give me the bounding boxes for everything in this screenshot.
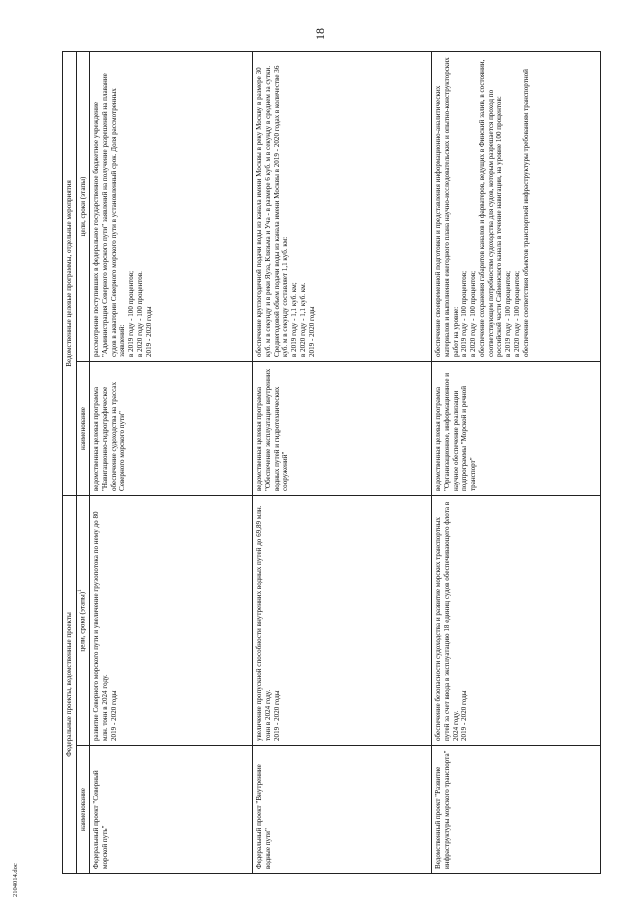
project-goals: обеспечение безопасности судоходства и развитие морских транспортных путей за счет ввода в эксплуатацию 18 единиц судов обеспечивающего флота в 2024 году. 2019 - 2020 годы — [432, 496, 601, 746]
header-note-mark: 1 — [78, 589, 84, 592]
header-program-goals-col: цели, сроки (этапы) — [77, 51, 90, 361]
document-file-name: 2104014.doc — [12, 863, 19, 897]
program-name: ведомственная целевая программа "Организационное, информационное и научное обеспечение реализации подпрограммы "Морской и речной транспорт" — [432, 362, 601, 496]
project-name: Федеральный проект "Северный морской путь" — [90, 746, 253, 874]
table-row — [432, 51, 601, 873]
programs-table — [62, 51, 601, 874]
project-name: Ведомственный проект "Развитие инфраструктуры морского транспорта" — [432, 746, 601, 874]
project-name: Федеральный проект "Внутренние водные пути" — [253, 746, 432, 874]
program-name: ведомственная целевая программа "Навигационно-гидрографическое обеспечение судоходства на трассах Северного морского пути" — [90, 362, 253, 496]
project-goals: увеличение пропускной способности внутренних водных путей до 69,89 млн. тонн в 2024 году. 2019 - 2020 годы — [253, 496, 432, 746]
header-program-name-col: наименование — [77, 362, 90, 496]
table-row — [253, 51, 432, 873]
page-number: 18 — [313, 28, 327, 40]
header-departmental-programs: Ведомственные целевые программы, отдельные мероприятия — [63, 51, 77, 495]
header-federal-projects: Федеральные проекты, ведомственные проекты — [63, 496, 77, 874]
table-row — [90, 51, 253, 873]
program-goals: обеспечение своевременной подготовки и представления информационно-аналитических материалов и выполнения ежегодного плана научно-исследовательских и опытно-конструкторских работ на уровне: в 2019 году - 100 процентов; в 2020 году - 100 процентов; обеспечение сохранения габаритов каналов и фарватеров, ведущих в Финский залив, в состоянии, соответствующем потребностям судоходства для судов, которым разрешается проход по российской части Сайменского канала в течение навигации, на уровне 100 процентов: в 2019 году - 100 процентов; в 2020 году - 100 процентов; обеспечение соответствия объектов транспортной инфраструктуры требованиям транспортной — [432, 51, 601, 361]
program-name: ведомственная целевая программа "Обеспечение эксплуатации внутренних водных путей и гидротехнических сооружений" — [253, 362, 432, 496]
project-goals: развитие Северного морского пути и увеличение грузопотока по нему до 80 млн. тонн в 2024 году. 2019 - 2020 годы — [90, 496, 253, 746]
program-goals: обеспечение круглогодичной подачи воды из канала имени Москвы в реку Москву в размере 30 куб. м в секунду и в реки Яуза, Клязьма и Уча - в размере 6 куб. м в секунду в среднем за сутки. Среднегодовой объем подачи воды из канала имени Москвы в 2019 - 2020 годах в количестве 36 куб. м в секунду составляет 1,1 куб. км: в 2019 году - 1,1 куб. км; в 2020 году - 1,1 куб. км. 2019 - 2020 годы — [253, 51, 432, 361]
rotated-table-area — [62, 52, 594, 874]
header-goals-col: цели, сроки (этапы)$^1$ — [77, 496, 90, 746]
program-goals: рассмотрение поступивших в федеральное государственное бюджетное учреждение "Администрация Северного морского пути" заявлений на получение разрешений на плавание судов в акватории Северного морского пути в установленный срок. Доля рассмотренных заявлений: в 2019 году - 100 процентов; в 2020 году - 100 процентов. 2019 - 2020 годы — [90, 51, 253, 361]
header-name-col: наименование — [77, 746, 90, 874]
